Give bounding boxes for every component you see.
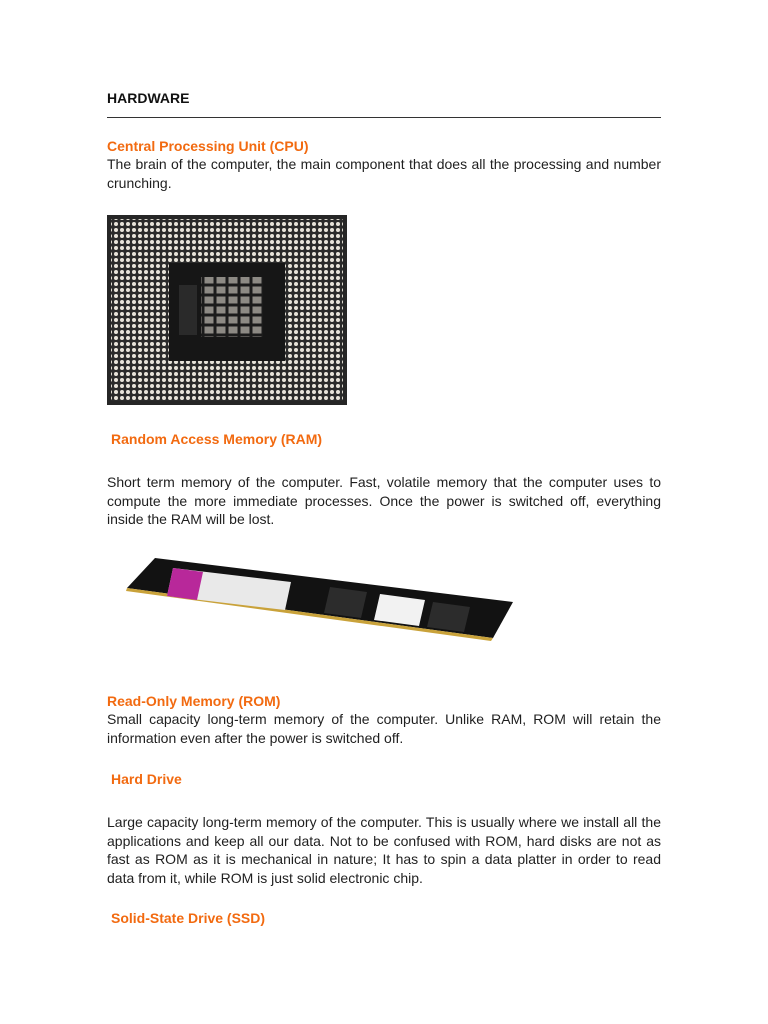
hard-drive-heading: Hard Drive <box>111 771 182 787</box>
cpu-photo <box>107 215 347 405</box>
ram-heading: Random Access Memory (RAM) <box>111 431 323 447</box>
cpu-description: The brain of the computer, the main component that does all the processing and number crunching. <box>107 156 661 191</box>
document-title: HARDWARE <box>107 90 190 106</box>
hard-drive-description: Large capacity long-term memory of the computer. This is usually where we install all the applications and keep all our data. Not to be confused with ROM, hard disks are not as fast as ROM as it is mechanical in nature; It has to spin a data platter in order to read data from it, while ROM is just solid electronic chip. <box>107 814 661 886</box>
rom-description: Small capacity long-term memory of the computer. Unlike RAM, ROM will retain the information even after the power is switched off. <box>107 711 661 746</box>
cpu-heading: Central Processing Unit (CPU) <box>107 138 309 154</box>
ssd-heading: Solid-State Drive (SSD) <box>111 910 266 926</box>
ram-description: Short term memory of the computer. Fast, volatile memory that the computer uses to compute the more immediate processes. Once the power is switched off, everything inside the RAM will be lost. <box>107 474 661 527</box>
ram-module-photo <box>125 550 520 645</box>
title-divider <box>107 117 661 118</box>
rom-heading: Read-Only Memory (ROM) <box>107 693 281 709</box>
